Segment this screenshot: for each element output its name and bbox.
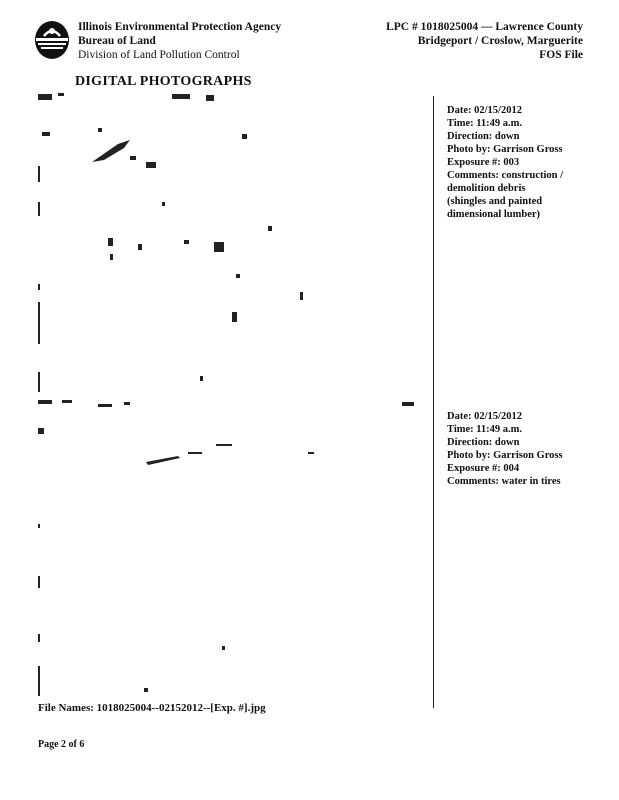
agency-name: Illinois Environmental Protection Agency	[78, 21, 282, 33]
photo-comments: Comments: construction /	[447, 170, 564, 181]
photo-time: Time: 11:49 a.m.	[447, 424, 523, 435]
photo-2-caption	[447, 410, 563, 488]
photo-comments-cont: demolition debris	[447, 183, 526, 194]
page-title: DIGITAL PHOTOGRAPHS	[75, 74, 252, 89]
photo-exposure: Exposure #: 004	[447, 463, 520, 474]
photo-comments-cont: (shingles and painted	[447, 196, 543, 207]
column-divider	[433, 96, 434, 708]
photo-direction: Direction: down	[447, 131, 520, 142]
photo-time: Time: 11:49 a.m.	[447, 118, 523, 129]
photo-date: Date: 02/15/2012	[447, 105, 522, 116]
lpc-number: LPC # 1018025004 — Lawrence County	[386, 21, 583, 33]
file-type: FOS File	[539, 49, 583, 61]
il-epa-seal-icon	[34, 20, 70, 60]
photo-2	[38, 398, 434, 700]
photo-date: Date: 02/15/2012	[447, 411, 522, 422]
bureau-name: Bureau of Land	[78, 35, 156, 47]
photo-photographer: Photo by: Garrison Gross	[447, 144, 563, 155]
agency-header	[78, 20, 281, 62]
page-number: Page 2 of 6	[38, 739, 85, 750]
file-names: File Names: 1018025004--02152012--[Exp. #].jpg	[38, 702, 266, 714]
photo-1	[38, 92, 434, 398]
photo-1-caption	[447, 104, 563, 221]
photo-comments-cont: dimensional lumber)	[447, 209, 541, 220]
site-name: Bridgeport / Croslow, Marguerite	[417, 35, 583, 47]
photo-exposure: Exposure #: 003	[447, 157, 520, 168]
site-header	[386, 20, 583, 62]
photo-direction: Direction: down	[447, 437, 520, 448]
photo-comments: Comments: water in tires	[447, 476, 561, 487]
photo-photographer: Photo by: Garrison Gross	[447, 450, 563, 461]
division-name: Division of Land Pollution Control	[78, 49, 240, 61]
